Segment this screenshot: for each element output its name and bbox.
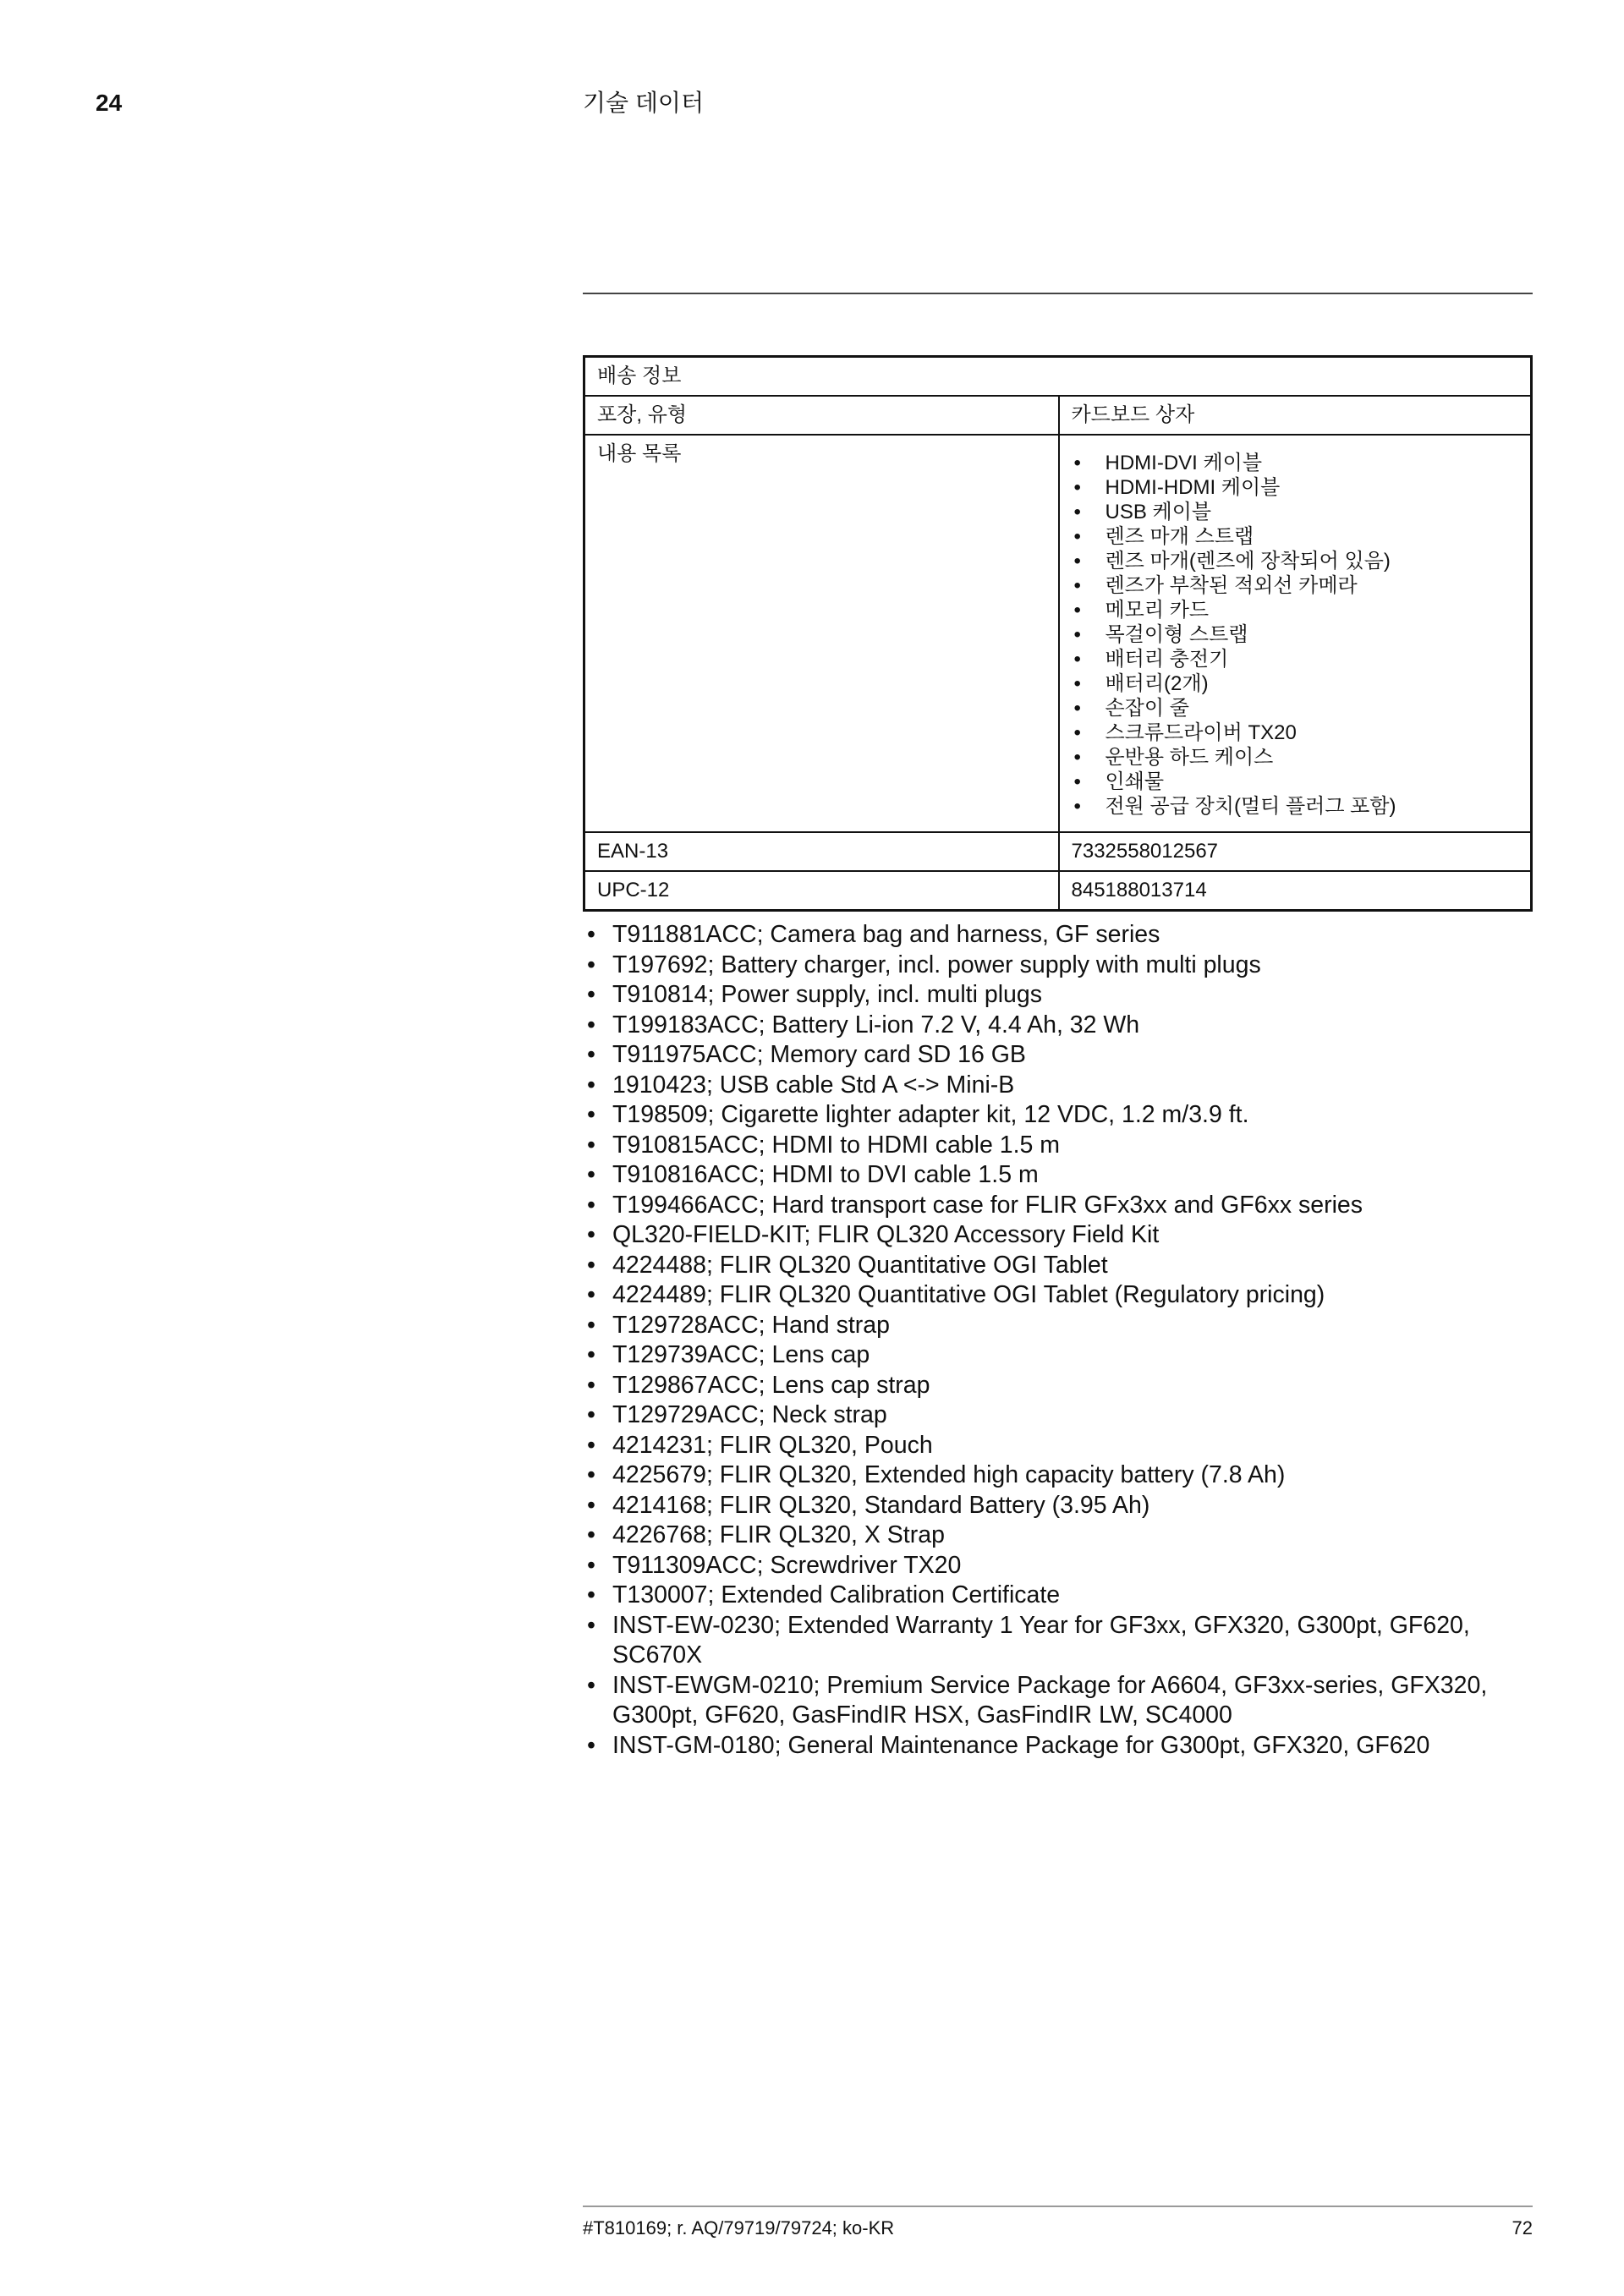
packaging-value: 카드보드 상자: [1059, 396, 1532, 435]
accessory-item: • 1910423; USB cable Std A <-> Mini-B: [583, 1071, 1533, 1101]
accessory-item: • INST-EWGM-0210; Premium Service Package for A6604, GF3xx-series, GFX320, G300pt, GF620, GasFindIR HSX, GasFindIR LW, SC4000: [583, 1671, 1533, 1731]
table-row: [584, 357, 1532, 397]
accessory-item: • T910815ACC; HDMI to HDMI cable 1.5 m: [583, 1131, 1533, 1161]
table-row: [584, 396, 1532, 435]
list-item: • HDMI-DVI 케이블: [1072, 451, 1519, 475]
accessory-item: • T910814; Power supply, incl. multi plugs: [583, 980, 1533, 1011]
footer-doc-reference: #T810169; r. AQ/79719/79724; ko-KR: [583, 2217, 895, 2238]
list-item: • 인쇄물: [1072, 770, 1519, 794]
accessory-item: • T197692; Battery charger, incl. power supply with multi plugs: [583, 951, 1533, 981]
accessory-item: • INST-GM-0180; General Maintenance Package for G300pt, GFX320, GF620: [583, 1731, 1533, 1762]
list-item: • 목걸이형 스트랩: [1072, 622, 1519, 647]
accessories-list: [583, 920, 1533, 1761]
accessory-item: • QL320-FIELD-KIT; FLIR QL320 Accessory Field Kit: [583, 1220, 1533, 1251]
accessory-item: • T198509; Cigarette lighter adapter kit, 12 VDC, 1.2 m/3.9 ft.: [583, 1100, 1533, 1131]
accessory-item: • T129867ACC; Lens cap strap: [583, 1371, 1533, 1401]
upc-label: UPC-12: [584, 871, 1059, 911]
accessory-item: • INST-EW-0230; Extended Warranty 1 Year for GF3xx, GFX320, G300pt, GF620, SC670X: [583, 1611, 1533, 1671]
section-title: 기술 데이터: [583, 90, 705, 116]
accessory-item: • 4224489; FLIR QL320 Quantitative OGI Tablet (Regulatory pricing): [583, 1280, 1533, 1311]
accessory-item: • 4224488; FLIR QL320 Quantitative OGI Tablet: [583, 1251, 1533, 1281]
table-row: [584, 435, 1532, 832]
list-item: • HDMI-HDMI 케이블: [1072, 475, 1519, 500]
accessory-item: • 4214168; FLIR QL320, Standard Battery (3.95 Ah): [583, 1491, 1533, 1521]
accessory-item: • 4225679; FLIR QL320, Extended high capacity battery (7.8 Ah): [583, 1460, 1533, 1491]
footer-page-number: 72: [1512, 2217, 1533, 2238]
list-item: • 배터리(2개): [1072, 671, 1519, 696]
table-row: [584, 871, 1532, 911]
upc-value: 845188013714: [1059, 871, 1532, 911]
shipping-info-table: [583, 355, 1533, 912]
list-item: • 렌즈가 부착된 적외선 카메라: [1072, 573, 1519, 598]
accessory-item: • 4226768; FLIR QL320, X Strap: [583, 1521, 1533, 1551]
page-number: 24: [96, 90, 123, 116]
table-title: 배송 정보: [584, 357, 1532, 397]
contents-list: [1072, 451, 1519, 819]
list-item: • 손잡이 줄: [1072, 696, 1519, 721]
accessory-item: • T911881ACC; Camera bag and harness, GF series: [583, 920, 1533, 951]
accessory-item: • 4214231; FLIR QL320, Pouch: [583, 1431, 1533, 1461]
accessory-item: • T129729ACC; Neck strap: [583, 1400, 1533, 1431]
list-item: • 렌즈 마개(렌즈에 장착되어 있음): [1072, 549, 1519, 573]
accessory-item: • T129739ACC; Lens cap: [583, 1340, 1533, 1371]
list-item: • 메모리 카드: [1072, 598, 1519, 622]
list-item: • 배터리 충전기: [1072, 647, 1519, 671]
header-divider: [583, 293, 1533, 294]
list-item: • 렌즈 마개 스트랩: [1072, 524, 1519, 549]
accessory-item: • T130007; Extended Calibration Certificate: [583, 1581, 1533, 1611]
accessory-item: • T911309ACC; Screwdriver TX20: [583, 1551, 1533, 1581]
accessory-item: • T910816ACC; HDMI to DVI cable 1.5 m: [583, 1160, 1533, 1191]
list-item: • 운반용 하드 케이스: [1072, 745, 1519, 770]
accessory-item: • T199466ACC; Hard transport case for FLIR GFx3xx and GF6xx series: [583, 1191, 1533, 1221]
table-row: [584, 832, 1532, 871]
footer-divider: [583, 2206, 1533, 2207]
accessory-item: • T911975ACC; Memory card SD 16 GB: [583, 1040, 1533, 1071]
list-item: • 스크류드라이버 TX20: [1072, 721, 1519, 745]
ean-value: 7332558012567: [1059, 832, 1532, 871]
list-item: • USB 케이블: [1072, 500, 1519, 524]
contents-label: 내용 목록: [584, 435, 1059, 832]
accessory-item: • T199183ACC; Battery Li-ion 7.2 V, 4.4 Ah, 32 Wh: [583, 1011, 1533, 1041]
accessory-item: • T129728ACC; Hand strap: [583, 1311, 1533, 1341]
ean-label: EAN-13: [584, 832, 1059, 871]
contents-cell: [1059, 435, 1532, 832]
packaging-label: 포장, 유형: [584, 396, 1059, 435]
list-item: • 전원 공급 장치(멀티 플러그 포함): [1072, 794, 1519, 819]
